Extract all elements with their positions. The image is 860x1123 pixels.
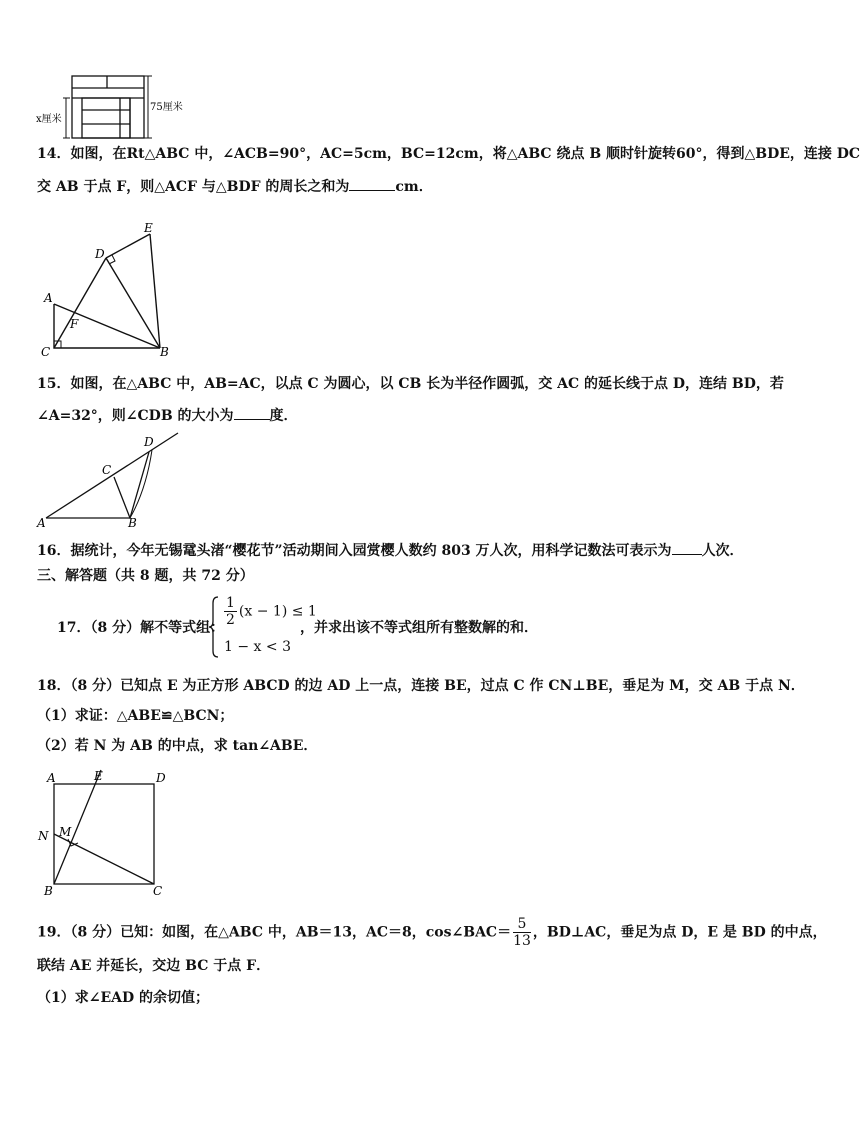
q14-label-f: F	[70, 317, 79, 331]
q17-inequality-2: 1 − x < 3	[224, 639, 291, 655]
q15-figure	[34, 430, 194, 530]
q15-line1: 15．如图，在△ABC 中，AB=AC，以点 C 为圆心，以 CB 长为半径作圆弧，交 AC 的延长线于点 D，连结 BD，若	[37, 376, 784, 392]
q17-fraction-denominator: 2	[226, 612, 235, 628]
q18-figure	[34, 768, 174, 898]
q19-line2: 联结 AE 并延长，交边 BC 于点 F．	[37, 958, 271, 974]
q15-label-a: A	[37, 516, 46, 530]
q18-label-b: B	[44, 884, 53, 898]
q17-fraction-numerator: 1	[226, 595, 235, 611]
q14-line2-text: 交 AB 于点 F，则△ACF 与△BDF 的周长之和为	[37, 179, 350, 195]
q19-part1: （1）求∠EAD 的余切值；	[37, 990, 210, 1006]
q14-answer-blank	[349, 176, 395, 191]
q13-x-label: x厘米	[36, 114, 62, 125]
q18-label-m: M	[59, 825, 72, 839]
q19-cos-denominator: 13	[513, 933, 531, 949]
q14-line2-unit: cm．	[395, 179, 433, 195]
q18-label-a: A	[47, 771, 56, 785]
q15-line2	[37, 405, 298, 426]
q18-label-n: N	[38, 829, 49, 843]
q19-line1-text: 19．（8 分）已知：如图，在△ABC 中，AB＝13，AC＝8，cos∠BAC＝	[37, 924, 512, 941]
q18-part1: （1）求证：△ABE≌△BCN；	[37, 708, 234, 724]
q14-label-a: A	[44, 291, 53, 305]
q15-label-d: D	[144, 435, 154, 449]
q17-inequality-1-rest: (x − 1) ≤ 1	[238, 603, 317, 620]
q15-label-b: B	[128, 516, 137, 530]
q19-cos-fraction	[513, 916, 531, 949]
q14-label-e: E	[144, 221, 153, 235]
q19-line1-rest: ，BD⊥AC，垂足为点 D，E 是 BD 的中点，	[532, 924, 827, 941]
q17-fraction	[224, 595, 237, 628]
q14-label-b: B	[160, 345, 169, 359]
section3-title: 三、解答题（共 8 题，共 72 分）	[37, 568, 254, 584]
q19-line1	[37, 916, 827, 948]
q16-text-unit: 人次．	[701, 543, 744, 559]
q13-height-label: 75厘米	[150, 102, 183, 113]
q14-line2	[37, 176, 433, 197]
q18-line1: 18．（8 分）已知点 E 为正方形 ABCD 的边 AD 上一点，连接 BE，过点 C 作 CN⊥BE，垂足为 M，交 AB 于点 N．	[37, 678, 805, 694]
q14-line1: 14．如图，在Rt△ABC 中，∠ACB=90°，AC=5cm，BC=12cm，将△ABC 绕点 B 顺时针旋转60°，得到△BDE，连接 DC	[37, 146, 860, 162]
q16-answer-blank	[672, 540, 702, 555]
q17-left-brace	[208, 595, 220, 659]
q13-figure	[34, 72, 194, 142]
q16-text	[37, 540, 744, 561]
q14-label-c: C	[41, 345, 51, 359]
q18-label-e: E	[94, 769, 103, 783]
q16-text-main: 16．据统计，今年无锡鼋头渚“樱花节”活动期间入园赏樱人数约 803 万人次，用科学记数法可表示为	[37, 543, 672, 559]
q17-prefix: 17．（8 分）解不等式组：	[57, 620, 225, 636]
q14-label-d: D	[95, 247, 105, 261]
q18-label-c: C	[153, 884, 163, 898]
q15-line2-unit: 度．	[269, 408, 298, 424]
q18-label-d: D	[156, 771, 166, 785]
q15-label-c: C	[102, 463, 112, 477]
q18-part2: （2）若 N 为 AB 的中点，求 tan∠ABE．	[37, 738, 318, 754]
q15-line2-text: ∠A=32°，则∠CDB 的大小为	[37, 408, 234, 424]
q17-inequality-system	[208, 595, 317, 659]
q19-cos-numerator: 5	[513, 916, 531, 933]
q17-suffix: ，并求出该不等式组所有整数解的和．	[300, 620, 538, 636]
q15-answer-blank	[234, 405, 270, 420]
q14-figure	[38, 220, 178, 360]
